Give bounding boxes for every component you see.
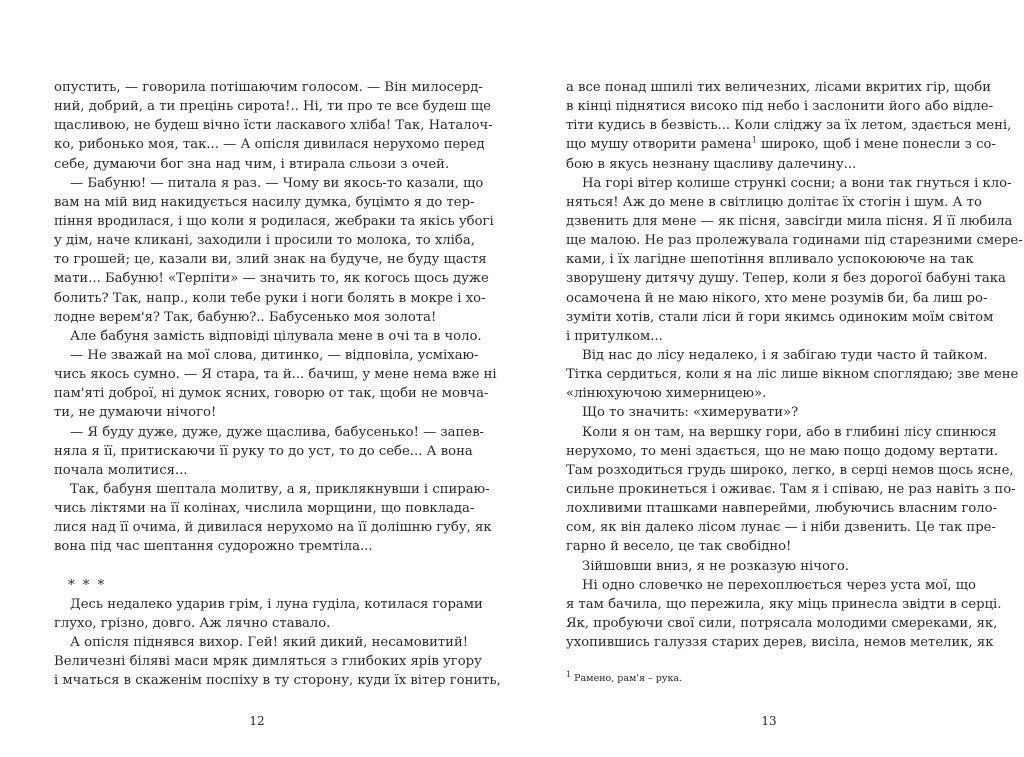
line-text: * * * xyxy=(68,577,107,593)
text-line xyxy=(566,614,998,633)
text-line xyxy=(54,518,492,537)
text-line xyxy=(54,652,482,671)
text-line xyxy=(54,78,483,97)
line-text: Ні одно словечко не перехоплюється через уста мої, що xyxy=(582,577,976,593)
line-text: Від нас до лісу недалеко, і я забігаю туди часто й тайком. xyxy=(582,347,988,363)
line-text: сильне прокинеться і оживає. Там я і співаю, не раз навіть з по- xyxy=(566,481,1016,497)
line-text: ще малою. Не раз пролежувала годинами під старезними смере- xyxy=(566,233,1023,249)
text-line xyxy=(566,442,999,461)
text-line xyxy=(54,423,484,442)
text-line xyxy=(566,537,972,556)
text-line xyxy=(54,346,479,365)
line-text: і притулком... xyxy=(566,328,663,344)
text-line xyxy=(54,403,460,422)
page-number-left: 12 xyxy=(249,714,265,728)
line-text: а все понад шпилі тих величезних, лісами вкритих гір, щоби xyxy=(566,80,991,95)
text-line xyxy=(566,327,972,346)
line-text: в кінці піднятися високо під небо і заслонити його або відле- xyxy=(566,99,993,115)
line-text: вона під час шептання судорожно тремтіла... xyxy=(54,539,373,555)
text-line xyxy=(54,614,460,633)
line-text: — Не зважай на мої слова, дитинко, — відповіла, усміхаю- xyxy=(70,347,479,363)
text-line xyxy=(566,308,994,327)
text-line xyxy=(54,480,490,499)
text-line xyxy=(54,442,473,461)
line-text: що мушу отворити рамена xyxy=(566,137,752,153)
text-line xyxy=(54,365,497,384)
text-line xyxy=(54,135,485,154)
text-line xyxy=(566,193,982,212)
text-line xyxy=(566,633,994,652)
footnote-mark: 1 xyxy=(566,669,572,679)
line-text: Тітка сердиться, коли я на ліс лише вікном споглядаю; зве мене xyxy=(566,367,1019,383)
text-line xyxy=(566,289,988,308)
footnote-text: Рамено, рам'я – рука. xyxy=(574,673,683,684)
text-line xyxy=(566,174,1012,193)
text-line xyxy=(54,633,469,652)
line-text: чись ліктями на її колінах, числила морщини, що повклада- xyxy=(54,501,475,517)
line-text: ухопившись галуззя старих дерев, висіла, немов метелик, як xyxy=(566,635,994,651)
line-text: піння вродилася, і що коли я родилася, жебраки та якісь убогі xyxy=(54,213,494,229)
line-text: Як, пробуючи свої сили, потрясала молодими смереками, як, xyxy=(566,615,998,631)
line-text: осамочена й не маю нікого, хто мене розумів би, ба лиш ро- xyxy=(566,290,988,306)
text-line xyxy=(566,461,1014,480)
line-text: глухо, грізно, довго. Аж лячно ставало. xyxy=(54,615,331,631)
line-text: няла я її, притискаючи її руку то до уст, то до себе... А вона xyxy=(54,443,473,459)
line-text: бою в якусь незнану щасливу далечину... xyxy=(566,156,857,172)
line-text: лися над її очима, й дивилася нерухомо на її долішню губу, як xyxy=(54,520,492,536)
line-text: болить? Так, напр., коли тебе руки і ноги болять в мокре і хо- xyxy=(54,290,486,306)
text-line xyxy=(54,155,460,174)
text-line xyxy=(566,346,988,365)
line-text: опустить, — говорила потішаючим голосом. — Він милосерд- xyxy=(54,80,483,95)
text-line xyxy=(566,480,1016,499)
text-line xyxy=(54,557,460,576)
text-line xyxy=(54,174,484,193)
footnote xyxy=(566,669,683,684)
text-line xyxy=(54,308,460,327)
line-text: ками, і їх лагідне шепотіння впливало успокоююче на так xyxy=(566,252,974,268)
text-line xyxy=(566,250,972,269)
text-line xyxy=(54,212,494,231)
line-text: нерухомо, то мені здається, що не маю пощо додому вертати. xyxy=(566,443,999,459)
page-number-right: 13 xyxy=(761,714,777,728)
line-text: зворушену дитячу душу. Тепер, коли я без дорогої бабуні така xyxy=(566,271,1006,287)
line-text: і мчаться в скаженім поспіху в ту сторону, куди їх вітер гонить, xyxy=(54,673,501,689)
text-line xyxy=(566,269,1006,288)
text-line xyxy=(54,269,489,288)
text-line xyxy=(566,365,1019,384)
line-text: Зійшовши вниз, я не розказую нічого. xyxy=(582,558,849,574)
line-text: Так, бабуня шептала молитву, а я, приклякнувши і спираю- xyxy=(70,481,490,497)
text-line xyxy=(566,557,972,576)
line-text: гарно й весело, це так свобідно! xyxy=(566,539,792,555)
line-text: вам на мій вид накидується насилу думка, буцімто я до тер- xyxy=(54,194,475,210)
text-line xyxy=(566,212,1013,231)
line-text: лохливими пташками навперейми, любуючись власним голо- xyxy=(566,501,998,517)
line-text: широко, щоб і мене понесли з со- xyxy=(756,137,996,153)
line-text: Величезні біляві маси мряк димляться з глибоких ярів угору xyxy=(54,654,482,670)
text-line xyxy=(566,231,1023,250)
line-text: Коли я он там, на вершку гори, або в глибині лісу спинюся xyxy=(582,424,997,440)
text-line xyxy=(54,116,493,135)
text-line xyxy=(54,671,501,690)
text-line xyxy=(54,250,487,269)
line-text: дзвенить для мене — як пісня, завсігди мила пісня. Я її любила xyxy=(566,213,1013,229)
text-line xyxy=(566,595,1002,614)
left-page-text xyxy=(54,78,501,691)
text-line xyxy=(566,78,991,97)
text-line xyxy=(54,576,460,595)
text-line xyxy=(54,384,489,403)
line-text: я там бачила, що пережила, яку міць принесла звідти в серці. xyxy=(566,596,1002,612)
footnote-reference: 1 xyxy=(751,136,757,146)
text-line xyxy=(54,231,475,250)
line-text: — Я буду дуже, дуже, дуже щаслива, бабусенько! — запев- xyxy=(70,424,484,440)
text-line xyxy=(566,155,972,174)
line-text: — Бабуню! — питала я раз. — Чому ви якось-то казали, що xyxy=(70,175,484,191)
text-line xyxy=(54,595,483,614)
line-text: «лінюхуючою химерницею». xyxy=(566,386,767,402)
line-text: чись якось сумно. — Я стара, та й... бачиш, у мене нема вже ні xyxy=(54,367,497,383)
text-line xyxy=(54,499,475,518)
line-text: тіти кудись в безвість... Коли сліджу за їх летом, здається мені, xyxy=(566,118,1012,134)
text-line xyxy=(566,384,972,403)
text-line xyxy=(566,403,972,422)
text-line xyxy=(566,135,996,154)
line-text: няться! Аж до мене в світлицю долітає їх стогін і шум. А то xyxy=(566,194,982,210)
line-text: А опісля піднявся вихор. Гей! який дикий, несамовитий! xyxy=(70,635,469,651)
line-text: почала молитися... xyxy=(54,462,188,478)
line-text: щасливою, не будеш вічно їсти ласкавого хліба! Так, Наталоч- xyxy=(54,118,493,134)
text-line xyxy=(566,576,976,595)
text-line xyxy=(566,518,996,537)
text-line xyxy=(54,193,475,212)
text-line xyxy=(54,461,460,480)
line-text: Десь недалеко ударив грім, і луна гуділа, котилася горами xyxy=(70,596,483,612)
text-line xyxy=(566,116,1012,135)
line-text: ний, добрий, а ти прецінь сирота!.. Ні, ти про те все будеш ще xyxy=(54,99,491,115)
text-line xyxy=(566,423,997,442)
line-text: сом, як він далеко лісом лунає — і ніби дзвенить. Це так пре- xyxy=(566,520,996,536)
line-text: пам'яті доброї, ні думок ясних, говорю от так, щоби не мовча- xyxy=(54,386,489,402)
line-text: у дім, наче кликані, заходили і просили то молока, то хліба, xyxy=(54,233,475,249)
line-text: На горі вітер колише стрункі сосни; а вони так гнуться і кло- xyxy=(582,175,1012,191)
text-line xyxy=(54,327,482,346)
line-text: мати... Бабуню! «Терпіти» — значить то, як когось щось дуже xyxy=(54,271,489,287)
text-line xyxy=(54,537,460,556)
text-line xyxy=(54,97,491,116)
text-line xyxy=(566,499,998,518)
line-text: Але бабуня замість відповіді цілувала мене в очі та в чоло. xyxy=(70,328,482,344)
line-text: себе, думаючи бог зна над чим, і втирала сльози з очей. xyxy=(54,156,450,172)
line-text: Що то значить: «химерувати»? xyxy=(582,405,799,421)
line-text: ко, рибонько моя, так... — А опісля дивилася нерухомо перед xyxy=(54,137,485,153)
line-text: Там розходиться грудь широко, легко, в серці немов щось ясне, xyxy=(566,462,1014,478)
line-text: лодне верем'я? Так, бабуню?.. Бабусенько моя золота! xyxy=(54,309,437,325)
text-line xyxy=(54,289,486,308)
right-page-text xyxy=(566,78,1023,652)
line-text: ти, не думаючи нічого! xyxy=(54,405,217,421)
line-text: то грошей; це, казали ви, злий знак на будуче, не буду щастя xyxy=(54,252,487,268)
text-line xyxy=(566,97,993,116)
line-text: зуміти хотів, стали ліси й гори якимсь одиноким моїм світом xyxy=(566,309,994,325)
